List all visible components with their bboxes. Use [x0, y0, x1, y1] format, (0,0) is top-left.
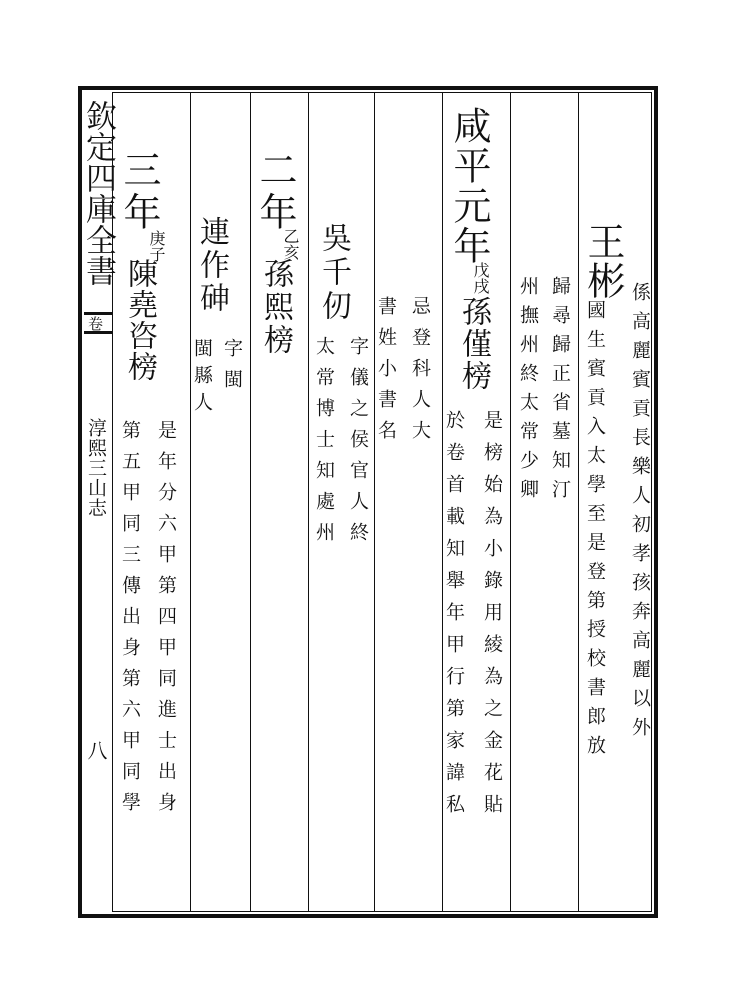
column-rule: [510, 92, 511, 912]
year-ganzhi: 庚子: [147, 230, 166, 262]
note-line: 太常博士知處州: [313, 336, 335, 553]
name-wang-bin: 王彬: [581, 222, 625, 300]
era-xianping-1: 咸平元年: [447, 106, 491, 266]
fish-tail-mark: 卷: [84, 312, 112, 334]
year-ganzhi: 乙亥: [281, 228, 300, 260]
note-line: 是年分六甲第四甲同進士出身: [155, 420, 177, 823]
volume-title: 淳熙三山志: [85, 418, 107, 518]
name-lian-zuoshen: 連作砷: [194, 216, 229, 315]
inner-border: [112, 92, 652, 912]
note-line: 書姓小書名: [375, 296, 397, 451]
column-rule: [250, 92, 251, 912]
era-year-2: 二年: [253, 150, 297, 234]
note-line: 州撫州終太常少卿: [517, 276, 539, 508]
column-rule: [190, 92, 191, 912]
era-year-3: 三年: [117, 150, 161, 234]
note-line: 第五甲同三傳出身第六甲同學: [119, 420, 141, 823]
note-line: 國生賓貢入太學至是登第授校書郎放: [584, 300, 606, 764]
note-line: 字閩: [221, 338, 243, 400]
list-title: 孫熙榜: [258, 258, 293, 357]
note-line: 是榜始為小錄用綾為之金花貼: [481, 410, 503, 826]
list-title: 陳堯咨榜: [122, 258, 157, 382]
column-rule: [308, 92, 309, 912]
page-number: 八: [84, 740, 108, 760]
year-ganzhi: 戊戌: [471, 262, 490, 294]
book-title: 欽定四庫全書: [80, 100, 116, 286]
note-line: 忌登科人大: [409, 296, 431, 451]
column-rule: [374, 92, 375, 912]
note-line: 係高麗賓貢長樂人初孝孩奔高麗以外: [629, 282, 651, 746]
note-line: 於卷首載知舉年甲行第家諱私: [443, 410, 465, 826]
note-line: 字儀之侯官人終: [347, 336, 369, 553]
note-line: 歸尋歸正省墓知汀: [549, 276, 571, 508]
column-rule: [578, 92, 579, 912]
note-line: 閩縣人: [191, 338, 213, 419]
list-title: 孫僅榜: [456, 296, 491, 392]
name-wu-qianren: 吳千仞: [316, 222, 351, 324]
